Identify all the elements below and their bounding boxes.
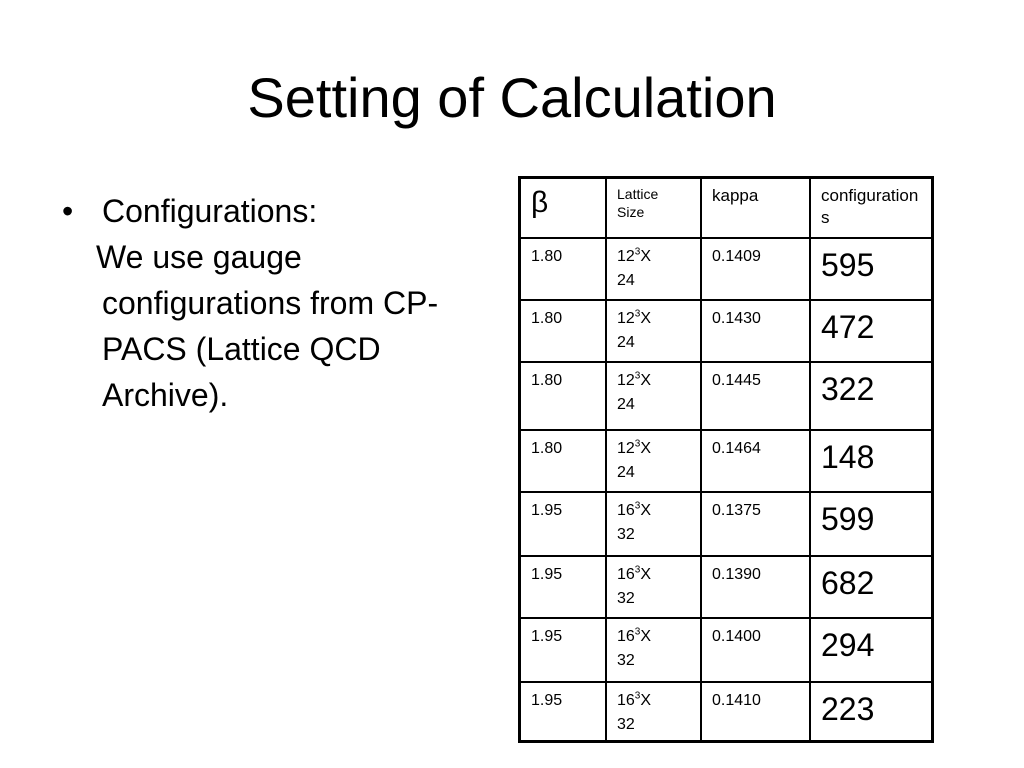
cell-beta: 1.80 [520,430,607,492]
lattice-size-time: 32 [617,589,635,607]
lattice-size-time: 24 [617,333,635,351]
header-configurations: configuration s [810,178,933,238]
lattice-size-x: X [640,565,652,583]
header-lattice-size [606,178,701,238]
cell-configurations: 294 [810,618,933,682]
lattice-size-time: 24 [617,463,635,481]
lattice-size-x: X [640,627,652,645]
bullet-list [62,188,482,418]
lattice-size-x: X [640,501,652,519]
bullet-marker: • [62,193,74,229]
cell-configurations: 472 [810,300,933,362]
configuration-table [518,176,934,743]
table-row [520,492,933,556]
lattice-size-exponent: 3 [634,246,641,258]
lattice-size-time: 32 [617,715,635,733]
lattice-size-base: 16 [617,565,635,583]
lattice-size-base: 12 [617,247,635,265]
cell-kappa: 0.1410 [701,682,810,742]
lattice-size-exponent: 3 [634,564,641,576]
lattice-size-base: 16 [617,691,635,709]
cell-beta: 1.80 [520,362,607,430]
lattice-size-time: 32 [617,525,635,543]
cell-configurations: 595 [810,238,933,300]
lattice-size-base: 12 [617,371,635,389]
table-header-row [520,178,933,238]
lattice-size-time: 24 [617,271,635,289]
cell-configurations: 599 [810,492,933,556]
cell-kappa: 0.1464 [701,430,810,492]
lattice-size-base: 12 [617,439,635,457]
cell-lattice-size [606,300,701,362]
lattice-size-x: X [640,691,652,709]
cell-configurations: 223 [810,682,933,742]
lattice-size-exponent: 3 [634,370,641,382]
cell-kappa: 0.1375 [701,492,810,556]
lattice-size-exponent: 3 [634,500,641,512]
table-row [520,682,933,742]
table-row [520,556,933,618]
slide-title: Setting of Calculation [247,66,777,129]
lattice-size-exponent: 3 [634,626,641,638]
bullet-heading: Configurations: [102,193,318,229]
cell-beta: 1.95 [520,618,607,682]
header-kappa: kappa [701,178,810,238]
table-row [520,300,933,362]
cell-kappa: 0.1445 [701,362,810,430]
cell-lattice-size [606,618,701,682]
bullet-body-text: We use gauge configurations from CP-PACS (Lattice QCD Archive). [96,239,439,413]
cell-lattice-size [606,492,701,556]
cell-beta: 1.80 [520,238,607,300]
cell-beta: 1.95 [520,492,607,556]
table-body [520,238,933,742]
lattice-size-x: X [640,247,652,265]
lattice-size-x: X [640,371,652,389]
lattice-size-exponent: 3 [634,438,641,450]
cell-lattice-size [606,430,701,492]
cell-configurations: 148 [810,430,933,492]
lattice-size-base: 12 [617,309,635,327]
cell-configurations: 682 [810,556,933,618]
lattice-size-x: X [640,439,652,457]
cell-beta: 1.95 [520,682,607,742]
header-lattice-size-line2: Size [617,204,645,220]
lattice-size-exponent: 3 [634,308,641,320]
lattice-size-x: X [640,309,652,327]
bullet-item [62,188,482,234]
table-row [520,362,933,430]
cell-beta: 1.95 [520,556,607,618]
cell-configurations: 322 [810,362,933,430]
cell-kappa: 0.1430 [701,300,810,362]
cell-lattice-size [606,238,701,300]
cell-lattice-size [606,682,701,742]
table-row [520,238,933,300]
header-beta: β [520,178,607,238]
cell-kappa: 0.1409 [701,238,810,300]
lattice-size-base: 16 [617,501,635,519]
lattice-size-base: 16 [617,627,635,645]
table-row [520,618,933,682]
cell-lattice-size [606,556,701,618]
table-row [520,430,933,492]
cell-kappa: 0.1400 [701,618,810,682]
lattice-size-exponent: 3 [634,690,641,702]
cell-kappa: 0.1390 [701,556,810,618]
header-lattice-size-line1: Lattice [617,186,659,202]
lattice-size-time: 32 [617,651,635,669]
lattice-size-time: 24 [617,395,635,413]
cell-lattice-size [606,362,701,430]
cell-beta: 1.80 [520,300,607,362]
